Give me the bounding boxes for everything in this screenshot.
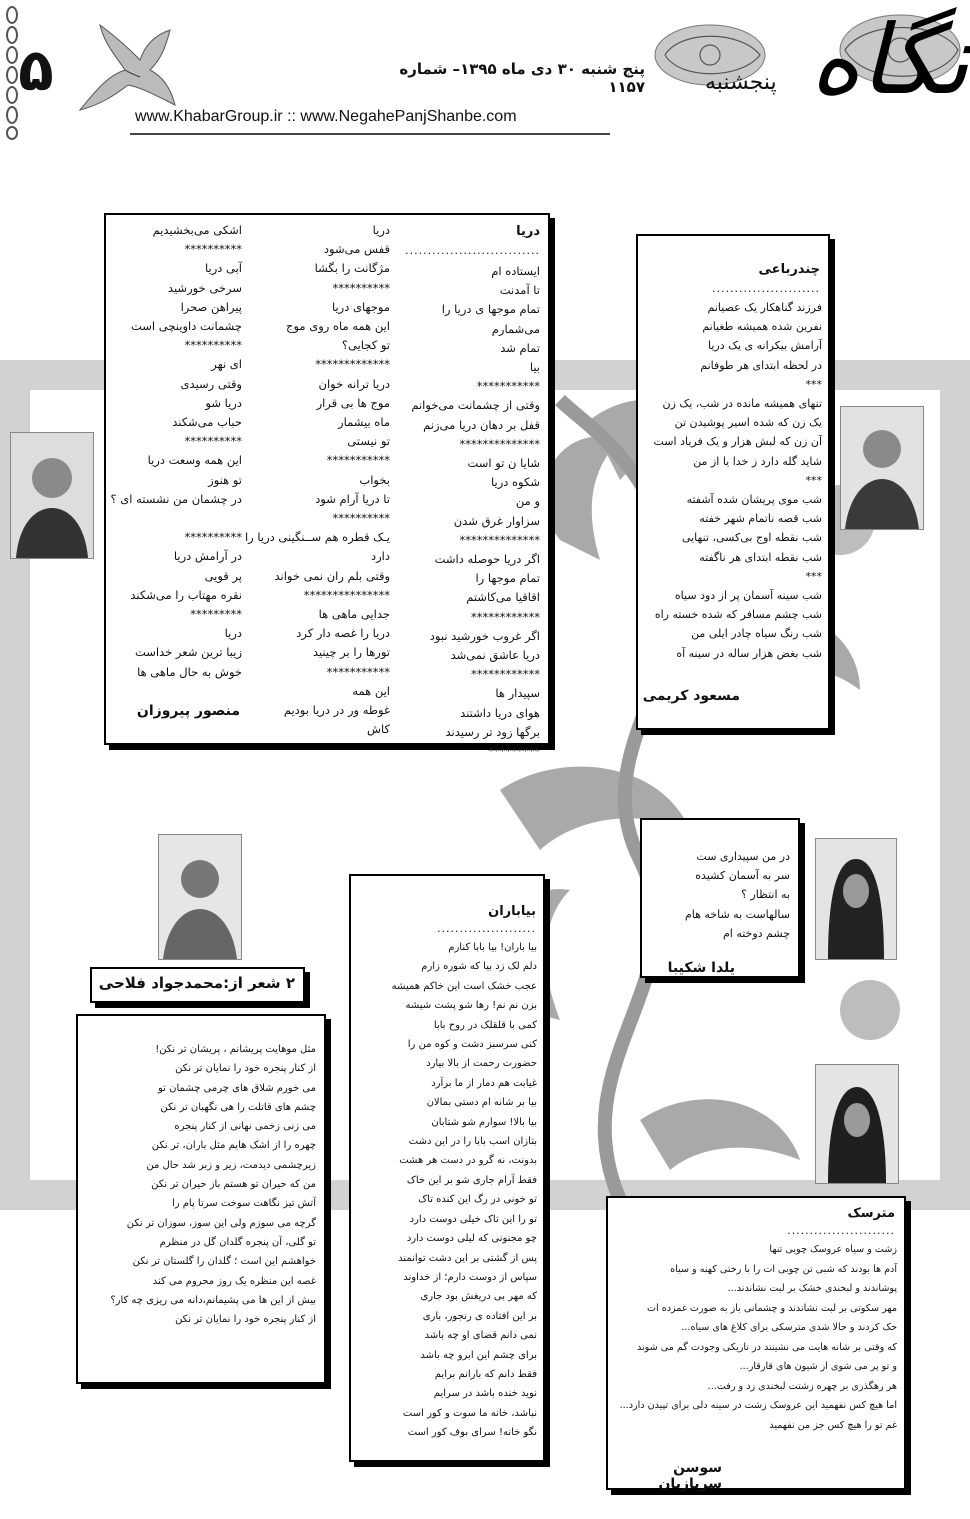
biabaran-title-dots: ......................: [437, 922, 536, 935]
author-photo-shakiba: [815, 838, 897, 960]
rubai-author: مسعود کریمی: [642, 688, 740, 704]
fallahi-banner-text: ۲ شعر از:محمدجواد فلاحی: [98, 974, 295, 992]
phoenix-illustration: [70, 15, 180, 120]
author-photo-pirouzan: [10, 432, 94, 559]
rubai-title-dots: ........................: [712, 282, 820, 295]
darya-author: منصور پیروزان: [136, 703, 240, 719]
darya-column-1: ایستاده ام تا آمدنت تمام موجها ی دریا را می‌شمارم تمام شد بیا *********** وقتی از چشمانت می‌خوانم قفل بر دهان دریا می‌زنم ************** شایا ن تو است شکوه دریا و من سزاوار غرق شدن ************** اگر دریا حوصله داشت تمام موجها را اقاقیا می‌کاشتم ************ اگر غروب خورشید نبود دریا عاشق نمی‌شد ************ سپیدار ها هوای دریا داشتند برگها زود تر رسیدند *********: [411, 264, 540, 759]
author-photo-karimi: [840, 406, 924, 530]
matarsak-title-dots: ........................: [787, 1224, 895, 1237]
darya-title: دریا: [516, 224, 540, 239]
masthead-subtitle: پنجشنبه: [705, 70, 777, 95]
page-number: ۵: [18, 36, 54, 104]
yalda-text: در من سپیداری ست سر به آسمان کشیده به انتظار ؟ سالهاست به شاخه هام چشم دوخته ام: [684, 850, 790, 940]
website-urls[interactable]: www.KhabarGroup.ir :: www.NegahePanjShanbe.com: [135, 108, 517, 125]
issue-date-line: پنج شنبه ۳۰ دی ماه ۱۳۹۵– شماره ۱۱۵۷: [399, 60, 645, 96]
matarsak-title: مترسک: [847, 1206, 895, 1221]
darya-title-dots: ..............................: [405, 244, 540, 257]
fallahi-text: مثل موهایت پریشانم ، پریشان تر نکن! از کنار پنجره خود را نمایان تر نکن می خورم شلاق های چرمی چشمان تو چشم های قاتلت را هی نگهبان تر نکن می زنی زخمی نهانی از کنار پنجره چهره را از اشک هایم مثل باران، تر نکن زیرچشمی دیدمت، زیر و زبر شد حال من من که حیران تو هستم باز حیران تر نکن آتش تیز نگاهت سوخت سرتا پام را گرچه می سوزم ولی این سوز، سوزان تر نکن تو گلی، آن پنجره گلدان گل در منظرم خواهشم این است ؛ گلدان را گلستان تر نکن غصه این منظره یک روز محروم می کند بیش از این ها می پشیمانم،دانه می ریزی چه کار؟ از کنار پنجره خود را نمایان تر نکن: [110, 1044, 316, 1326]
rubai-title: چندرباعی: [758, 262, 820, 277]
rubai-text: فرزند گناهکار یک عصیانم نفرین شده همیشه طغیانم آرامش بیکرانه ی یک دریا در لحظه ابتدای هر طوفانم *** تنهای همیشه مانده در شب، یک زن یک زن که شده اسیر پوشیدن تن آن زن که لبش هزار و یک فریاد است شاید گله دارد ز خدا یا از من *** شب موی پریشان شده آشفته شب قصه ناتمام شهر خفته شب نقطه اوج بی‌کسی، تنهایی شب نقطه ابتدای هر ناگفته *** شب سینه آسمان پر از دود سیاه شب چشم مسافر که شده خسته راه شب رنگ سیاه چادر ایلی من شب بغض هزار ساله در سینه آه: [653, 301, 822, 660]
author-photo-fallahi: [158, 834, 242, 960]
chain-ornament: [2, 5, 22, 140]
biabaran-text: بیا باران! بیا بابا کنارم دلم لک زد بیا که شوره زارم عجب خشک است این خاکم همیشه بزن نم نم! رها شو پشت شیشه کمی با قلقلک در روح بابا کنی سرسبز دشت و کوه من را حضورت رحمت از بالا بیارد غیابت هم دمار از ما برآرد بیا بر شانه ام دستی بمالان بیا بالا! سوارم شو شتابان بتازان اسب بابا را در این دشت بدونت، نه گرو در دست هر هشت فقط آرام جاری شو بر این خاک تو خونی در رگ این کنده تاک تو را این تاک خیلی دوست دارد چو مجنونی که لیلی دوست دارد پس از گشتی بر این دشت توانمند سپاس از دوست دارم؛ از خداوند که مهر بی دریغش بود جاری بر این افتاده ی رنجور، باری نمی دانم قضای او چه باشد برای چشم این ابرو چه باشد فقط دانم که بارانم برایم نوید خنده باشد در سرایم نباشد، خانه ما سوت و کور است نگو خانه! سرای بوف کور است: [391, 942, 537, 1439]
matarsak-text: زشت و سیاه عروسک چوبی تنها آدم ها بودند که شبی تن چوبی ات را با رختی کهنه و سیاه پوشاندند و لبخندی خشک بر لبت نشاندند... مهر سکوتی بر لبت نشاندند و چشمانی باز به صورت غمزده ات حک کردند و حالا شدی مترسکی برای کلاغ های سیاه... که وقتی بر شانه هایت می نشینند در تاریکی وجودت گم می شوند و تو پر می شوی از شیون های قارقار... هر رهگذری بر چهره زشتت لبخندی زد و رفت... اما هیچ کس نفهمید این عروسک زشت در سینه دلی برای تپیدن دارد... غم تو را هیچ کس جز من نفهمید: [619, 1244, 897, 1431]
matarsak-author: سوسن سربازیان: [658, 1460, 722, 1492]
darya-column-2: دریا قفس می‌شود مژگانت را بگشا ********** موجهای دریا این همه ماه روی موج تو کجایی؟ ************* دریا ترانه خوان موج ها بی قرار ماه بیشمار تو نیستی *********** بخواب تا دریا آرام شود ********** یـک قطره هم ســنگینی دریا را دارد وقتی بلم ران نمی خواند *************** جدایی ماهی ها دریا را غصه دار کرد تورها را بر چینید *********** این همه غوطه ور در دریا بودیم کاش: [244, 223, 390, 737]
yalda-author: یلدا شکیبا: [667, 960, 735, 976]
masthead-logo: نگاه: [810, 4, 970, 116]
darya-column-3: اشکی می‌بخشیدیم ********** آبی دریا سرخی خورشید پیراهن صحرا چشمانت داوینچی است ********** ای نهر وقتی رسیدی دریا شو حباب می‌شکند ********** این همه وسعت دریا تو هنوز در چشمان من نشسته ای ؟ ********** در آرامش دریا پر قویی نقره مهتاب را می‌شکند ********* دریا زیبا ترین شعر خداست خوش به حال ماهی ها: [110, 223, 242, 679]
author-photo-sarbazian: [815, 1064, 899, 1184]
biabaran-title: بیاباران: [488, 904, 536, 919]
header-divider: [130, 133, 610, 135]
